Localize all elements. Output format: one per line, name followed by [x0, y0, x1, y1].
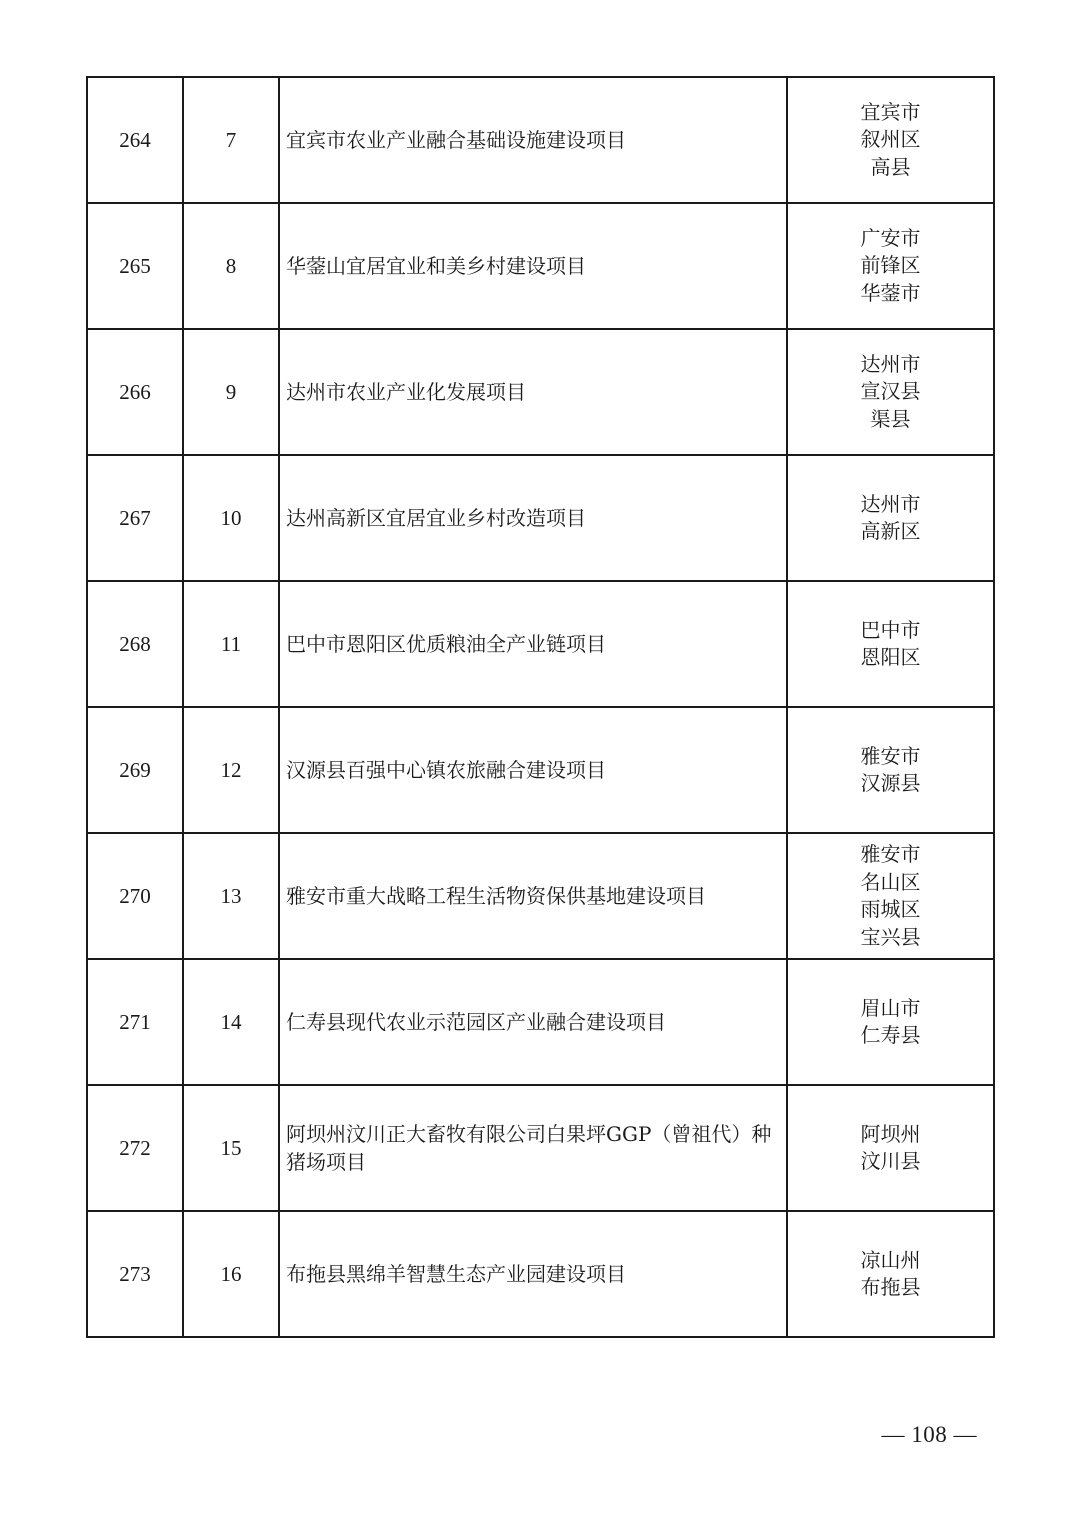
project-name: 汉源县百强中心镇农旅融合建设项目 [279, 707, 787, 833]
serial-number: 273 [119, 1262, 151, 1286]
sub-number: 8 [225, 254, 237, 278]
cell-sub-number [183, 959, 279, 1085]
sub-number: 9 [225, 380, 237, 404]
sub-number: 12 [220, 758, 242, 782]
region-line: 名山区 [860, 869, 921, 894]
region-line: 高新区 [860, 519, 921, 543]
region-line: 雨城区 [860, 897, 921, 921]
sub-number: 11 [220, 632, 242, 656]
serial-number: 268 [119, 632, 151, 656]
region-line: 达州市 [860, 351, 921, 376]
project-name: 仁寿县现代农业示范园区产业融合建设项目 [279, 959, 787, 1085]
table-row [87, 203, 994, 329]
region-line: 雅安市 [860, 743, 921, 768]
serial-number: 266 [119, 380, 151, 404]
region-line: 汶川县 [860, 1149, 921, 1173]
table-row [87, 329, 994, 455]
page-number: — 108 — [881, 1422, 977, 1447]
cell-region [787, 959, 994, 1085]
cell-region [787, 203, 994, 329]
cell-serial-number [87, 329, 183, 455]
project-name: 雅安市重大战略工程生活物资保供基地建设项目 [279, 833, 787, 959]
project-name: 华蓥山宜居宜业和美乡村建设项目 [279, 203, 787, 329]
region-line: 汉源县 [860, 771, 921, 795]
table-row [87, 1211, 994, 1337]
cell-serial-number [87, 77, 183, 203]
cell-serial-number [87, 203, 183, 329]
cell-serial-number [87, 455, 183, 581]
cell-region [787, 1211, 994, 1337]
project-name: 达州市农业产业化发展项目 [279, 329, 787, 455]
project-table-body [87, 77, 994, 1337]
cell-serial-number [87, 833, 183, 959]
table-row [87, 77, 994, 203]
cell-sub-number [183, 203, 279, 329]
region-line: 恩阳区 [860, 645, 921, 669]
cell-serial-number [87, 959, 183, 1085]
cell-region [787, 455, 994, 581]
table-row [87, 959, 994, 1085]
sub-number: 16 [220, 1262, 242, 1286]
project-name: 巴中市恩阳区优质粮油全产业链项目 [279, 581, 787, 707]
region-line: 前锋区 [860, 253, 921, 278]
project-name: 宜宾市农业产业融合基础设施建设项目 [279, 77, 787, 203]
cell-serial-number [87, 707, 183, 833]
serial-number: 269 [119, 758, 151, 782]
region-line: 华蓥市 [860, 280, 921, 305]
sub-number: 13 [220, 884, 242, 908]
region-line: 达州市 [860, 491, 921, 516]
table-row [87, 707, 994, 833]
cell-region [787, 833, 994, 959]
serial-number: 270 [119, 884, 151, 908]
sub-number: 15 [220, 1136, 242, 1160]
region-line: 宝兴县 [860, 924, 921, 949]
cell-region [787, 581, 994, 707]
region-line: 宣汉县 [860, 379, 921, 404]
sub-number: 14 [220, 1010, 242, 1034]
region-line: 仁寿县 [860, 1023, 921, 1047]
region-line: 凉山州 [860, 1247, 921, 1272]
cell-serial-number [87, 581, 183, 707]
region-line: 渠县 [870, 406, 911, 431]
serial-number: 272 [119, 1136, 151, 1160]
table-row [87, 833, 994, 959]
cell-sub-number [183, 1085, 279, 1211]
cell-sub-number [183, 707, 279, 833]
project-name: 阿坝州汶川正大畜牧有限公司白果坪GGP（曾祖代）种猪场项目 [279, 1085, 787, 1211]
region-line: 叙州区 [860, 127, 921, 152]
project-table [86, 76, 995, 1338]
cell-sub-number [183, 77, 279, 203]
cell-serial-number [87, 1211, 183, 1337]
project-name: 布拖县黑绵羊智慧生态产业园建设项目 [279, 1211, 787, 1337]
region-line: 宜宾市 [860, 99, 921, 124]
region-line: 高县 [870, 154, 911, 179]
serial-number: 265 [119, 254, 151, 278]
cell-sub-number [183, 455, 279, 581]
cell-region [787, 707, 994, 833]
serial-number: 267 [119, 506, 151, 530]
project-name: 达州高新区宜居宜业乡村改造项目 [279, 455, 787, 581]
cell-region [787, 1085, 994, 1211]
cell-region [787, 329, 994, 455]
cell-serial-number [87, 1085, 183, 1211]
region-line: 阿坝州 [860, 1121, 921, 1146]
table-row [87, 581, 994, 707]
region-line: 广安市 [860, 225, 921, 250]
region-line: 雅安市 [860, 842, 921, 866]
cell-sub-number [183, 329, 279, 455]
cell-sub-number [183, 581, 279, 707]
region-line: 布拖县 [860, 1275, 921, 1299]
cell-region [787, 77, 994, 203]
region-line: 眉山市 [860, 995, 921, 1020]
table-row [87, 1085, 994, 1211]
cell-sub-number [183, 833, 279, 959]
sub-number: 10 [220, 506, 242, 530]
serial-number: 264 [119, 128, 151, 152]
table-row [87, 455, 994, 581]
region-line: 巴中市 [860, 617, 921, 642]
cell-sub-number [183, 1211, 279, 1337]
sub-number: 7 [225, 128, 237, 152]
serial-number: 271 [119, 1010, 151, 1034]
